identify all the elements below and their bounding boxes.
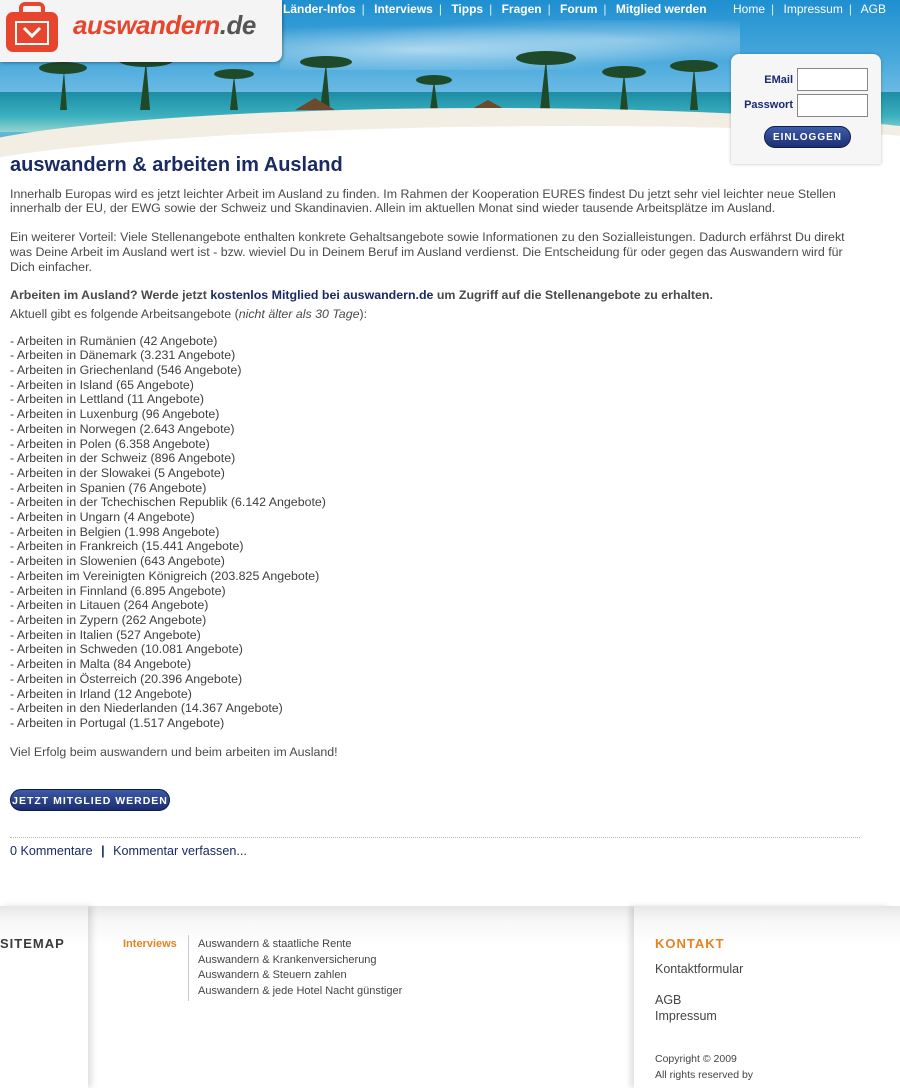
job-offer-item: - Arbeiten in Frankreich (15.441 Angebote) <box>10 539 244 554</box>
logo[interactable] <box>0 0 282 62</box>
kontakt-heading: KONTAKT <box>655 936 725 951</box>
top-nav-home[interactable]: Home <box>733 2 766 16</box>
nav-separator: | <box>771 2 775 16</box>
comments-separator: | <box>101 844 105 859</box>
intro-paragraph-1: Innerhalb Europas wird es jetzt leichter Arbeit im Ausland zu finden. Im Rahmen der Kooperation EURES findest Du jetzt sehr viel leichter neue Stellen innerhalb der EU, der EWG sowie der Schweiz und Skandinavien. Allein im aktuellen Monat sind wieder tausende Arbeitsplätze im Ausland. <box>10 186 836 216</box>
nav-tipps[interactable]: Tipps <box>451 2 484 16</box>
job-offer-item: - Arbeiten in Dänemark (3.231 Angebote) <box>10 348 236 363</box>
job-offers-list <box>10 334 862 731</box>
job-offer-item: - Arbeiten in Polen (6.358 Angebote) <box>10 436 210 451</box>
job-offer-item: - Arbeiten in Litauen (264 Angebote) <box>10 598 209 613</box>
top-nav <box>733 2 886 16</box>
offers-intro <box>10 307 862 322</box>
footer-divider <box>188 935 189 1001</box>
logo-wordmark: auswandern.de <box>73 10 256 40</box>
intro-paragraph-2: Ein weiterer Vorteil: Viele Stellenangebote enthalten konkrete Gehaltsangebote sowie Informationen zu den Sozialleistungen. Dadurch erfährst Du direkt was Deine Arbeit im Ausland wert ist - bzw. wieviel Du in Deinem Beruf im Ausland verdienst. Die Entscheidung für oder gegen das Auswandern wird für Dich einfacher. <box>10 230 845 274</box>
job-offer-item: - Arbeiten in Spanien (76 Angebote) <box>10 480 207 495</box>
job-offer-item: - Arbeiten im Vereinigten Königreich (203.825 Angebote) <box>10 568 320 583</box>
suitcase-logo-icon <box>4 2 60 54</box>
footer-agb-link[interactable]: AGB <box>655 993 682 1007</box>
job-offer-item: - Arbeiten in der Slowakei (5 Angebote) <box>10 465 225 480</box>
main-content <box>10 154 862 859</box>
job-offer-item: - Arbeiten in Lettland (11 Angebote) <box>10 392 205 407</box>
copyright <box>655 1052 753 1083</box>
password-field[interactable] <box>797 94 868 117</box>
nav-mitglied-werden[interactable]: Mitglied werden <box>615 2 707 16</box>
job-offer-item: - Arbeiten in Portugal (1.517 Angebote) <box>10 715 225 730</box>
job-offer-item: - Arbeiten in der Tchechischen Republik (6.142 Angebote) <box>10 495 326 510</box>
password-label: Passwort <box>744 99 793 111</box>
login-box <box>731 54 881 164</box>
footer-link-hotel[interactable]: Auswandern & jede Hotel Nacht günstiger <box>198 984 403 997</box>
nav-interviews[interactable]: Interviews <box>374 2 433 16</box>
closing-text: Viel Erfolg beim auswandern und beim arbeiten im Ausland! <box>10 744 338 759</box>
job-offer-item: - Arbeiten in Griechenland (546 Angebote) <box>10 363 242 378</box>
job-offer-item: - Arbeiten in Irland (12 Angebote) <box>10 686 192 701</box>
top-nav-impressum[interactable]: Impressum <box>783 2 843 16</box>
job-offer-item: - Arbeiten in Italien (527 Angebote) <box>10 627 201 642</box>
job-offer-item: - Arbeiten in Österreich (20.396 Angebote) <box>10 671 243 686</box>
kontaktformular-link[interactable]: Kontaktformular <box>655 962 744 976</box>
job-offer-item: - Arbeiten in Belgien (1.998 Angebote) <box>10 524 220 539</box>
write-comment-link[interactable]: Kommentar verfassen... <box>113 844 247 859</box>
footer-impressum-link[interactable]: Impressum <box>655 1009 717 1023</box>
offers-intro-text: Aktuell gibt es folgende Arbeitsangebote ( <box>10 306 239 321</box>
offers-intro-text: ): <box>359 306 368 321</box>
nav-separator: | <box>848 2 852 16</box>
top-nav-agb[interactable]: AGB <box>860 2 886 16</box>
comments-bar <box>10 844 862 859</box>
login-button[interactable]: EINLOGGEN <box>764 126 851 148</box>
divider <box>10 837 860 838</box>
footer-interview-links <box>198 937 402 999</box>
nav-fragen[interactable]: Fragen <box>501 2 542 16</box>
job-offer-item: - Arbeiten in Rumänien (42 Angebote) <box>10 333 218 348</box>
job-offer-item: - Arbeiten in Zypern (262 Angebote) <box>10 612 207 627</box>
job-offer-item: - Arbeiten in der Schweiz (896 Angebote) <box>10 451 236 466</box>
main-nav <box>283 2 707 16</box>
job-offer-item: - Arbeiten in Island (65 Angebote) <box>10 377 194 392</box>
nav-separator: | <box>547 2 551 16</box>
job-offer-item: - Arbeiten in Luxenburg (96 Angebote) <box>10 407 220 422</box>
cta-text: Arbeiten im Ausland? Werde jetzt <box>10 288 211 303</box>
copyright-line: Copyright © 2009 <box>655 1053 737 1065</box>
job-offer-item: - Arbeiten in Slowenien (643 Angebote) <box>10 554 225 569</box>
comments-count-link[interactable]: 0 Kommentare <box>10 844 93 859</box>
offers-intro-note: nicht älter als 30 Tage <box>238 306 360 321</box>
nav-separator: | <box>489 2 493 16</box>
sitemap-heading: SITEMAP <box>0 936 65 951</box>
page-title: auswandern & arbeiten im Ausland <box>10 154 343 176</box>
nav-forum[interactable]: Forum <box>560 2 598 16</box>
membership-cta <box>10 288 862 303</box>
cta-text: um Zugriff auf die Stellenangebote zu erhalten. <box>433 288 713 303</box>
job-offer-item: - Arbeiten in Schweden (10.081 Angebote) <box>10 642 243 657</box>
copyright-line: All rights reserved by <box>655 1068 754 1081</box>
footer-link-steuern[interactable]: Auswandern & Steuern zahlen <box>198 969 347 981</box>
footer-link-rente[interactable]: Auswandern & staatliche Rente <box>198 938 352 950</box>
footer-link-krankenversicherung[interactable]: Auswandern & Krankenversicherung <box>198 953 377 966</box>
job-offer-item: - Arbeiten in den Niederlanden (14.367 Angebote) <box>10 701 283 716</box>
join-now-button[interactable]: JETZT MITGLIED WERDEN <box>10 789 170 811</box>
job-offer-item: - Arbeiten in Norwegen (2.643 Angebote) <box>10 421 235 436</box>
free-membership-link[interactable]: kostenlos Mitglied bei auswandern.de <box>210 288 434 303</box>
email-label: EMail <box>764 74 793 86</box>
nav-separator: | <box>603 2 607 16</box>
job-offer-item: - Arbeiten in Ungarn (4 Angebote) <box>10 510 195 525</box>
nav-laender-infos[interactable]: Länder-Infos <box>283 2 356 16</box>
nav-separator: | <box>361 2 365 16</box>
email-field[interactable] <box>797 68 868 91</box>
footer-sitemap-column <box>0 906 88 1088</box>
job-offer-item: - Arbeiten in Malta (84 Angebote) <box>10 657 192 672</box>
nav-separator: | <box>438 2 442 16</box>
footer-interviews-heading[interactable]: Interviews <box>123 938 177 950</box>
job-offer-item: - Arbeiten in Finnland (6.895 Angebote) <box>10 583 226 598</box>
